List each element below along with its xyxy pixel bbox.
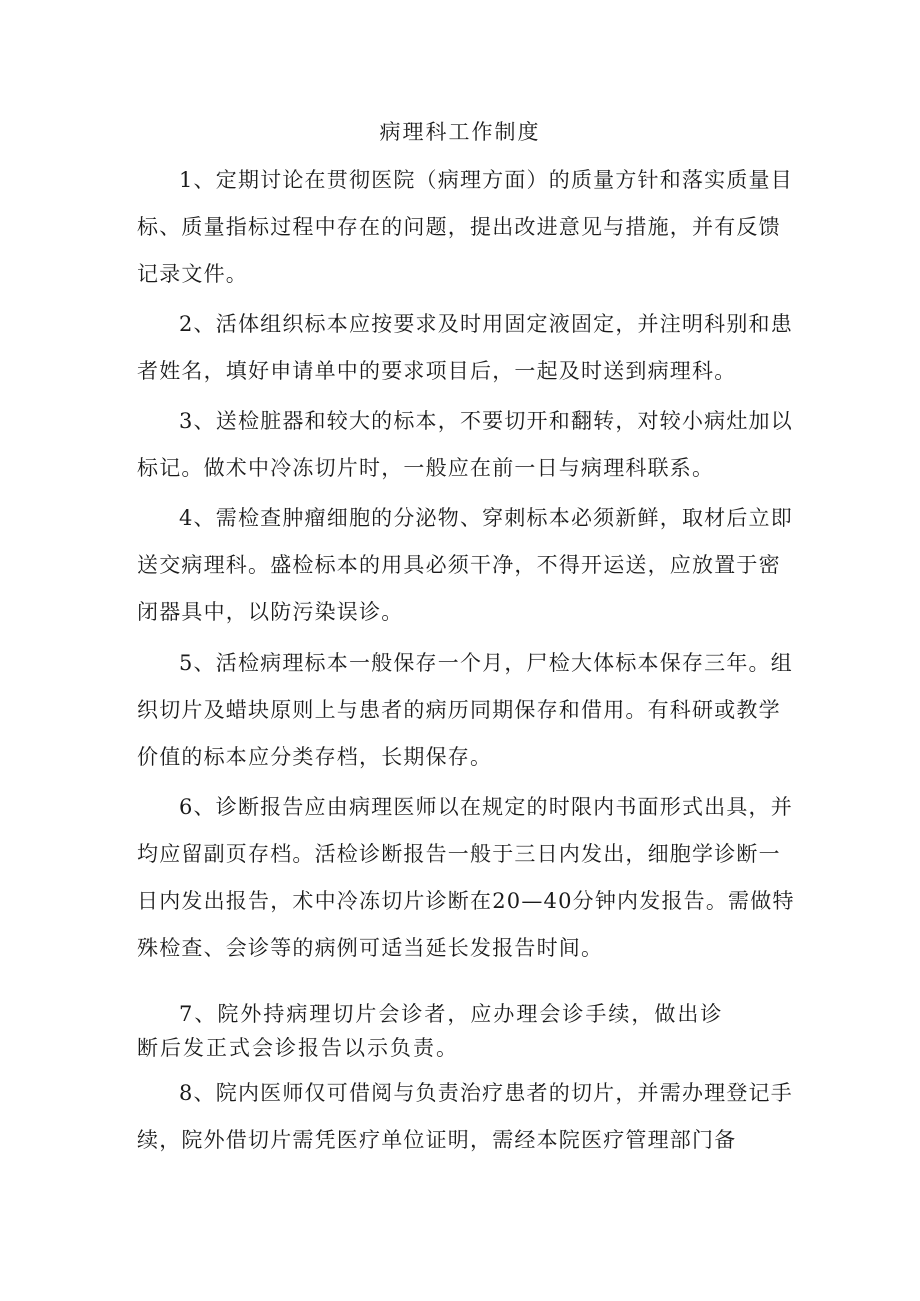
paragraph-1: 1、定期讨论在贯彻医院（病理方面）的质量方针和落实质量目标、质量指标过程中存在的问题，提出改进意见与措施，并有反馈记录文件。 xyxy=(137,168,793,286)
paragraph-6: 6、诊断报告应由病理医师以在规定的时限内书面形式出具，并均应留副页存档。活检诊断报告一般于三日内发出，细胞学诊断一日内发出报告，术中冷冻切片诊断在20—40分钟内发报告。需做特殊检查、会诊等的病例可适当延长发报告时间。 xyxy=(137,795,795,960)
paragraph-7-line-2: 断后发正式会诊报告以示负责。 xyxy=(137,1036,459,1060)
paragraph-3: 3、送检脏器和较大的标本，不要切开和翻转，对较小病灶加以标记。做术中冷冻切片时，一般应在前一日与病理科联系。 xyxy=(137,409,793,480)
paragraph-4: 4、需检查肿瘤细胞的分泌物、穿刺标本必须新鲜，取材后立即送交病理科。盛检标本的用具必须干净，不得开运送，应放置于密闭器具中，以防污染误诊。 xyxy=(137,506,793,624)
paragraph-2: 2、活体组织标本应按要求及时用固定液固定，并注明科别和患者姓名，填好申请单中的要求项目后，一起及时送到病理科。 xyxy=(137,312,793,383)
paragraph-7-line-1: 7、院外持病理切片会诊者，应办理会诊手续，做出诊 xyxy=(179,1002,724,1026)
document-title: 病理科工作制度 xyxy=(379,120,541,144)
paragraph-8: 8、院内医师仅可借阅与负责治疗患者的切片，并需办理登记手续，院外借切片需凭医疗单位证明，需经本院医疗管理部门备 xyxy=(137,1081,793,1152)
paragraph-5: 5、活检病理标本一般保存一个月，尸检大体标本保存三年。组织切片及蜡块原则上与患者的病历同期保存和借用。有科研或教学价值的标本应分类存档，长期保存。 xyxy=(137,651,793,769)
